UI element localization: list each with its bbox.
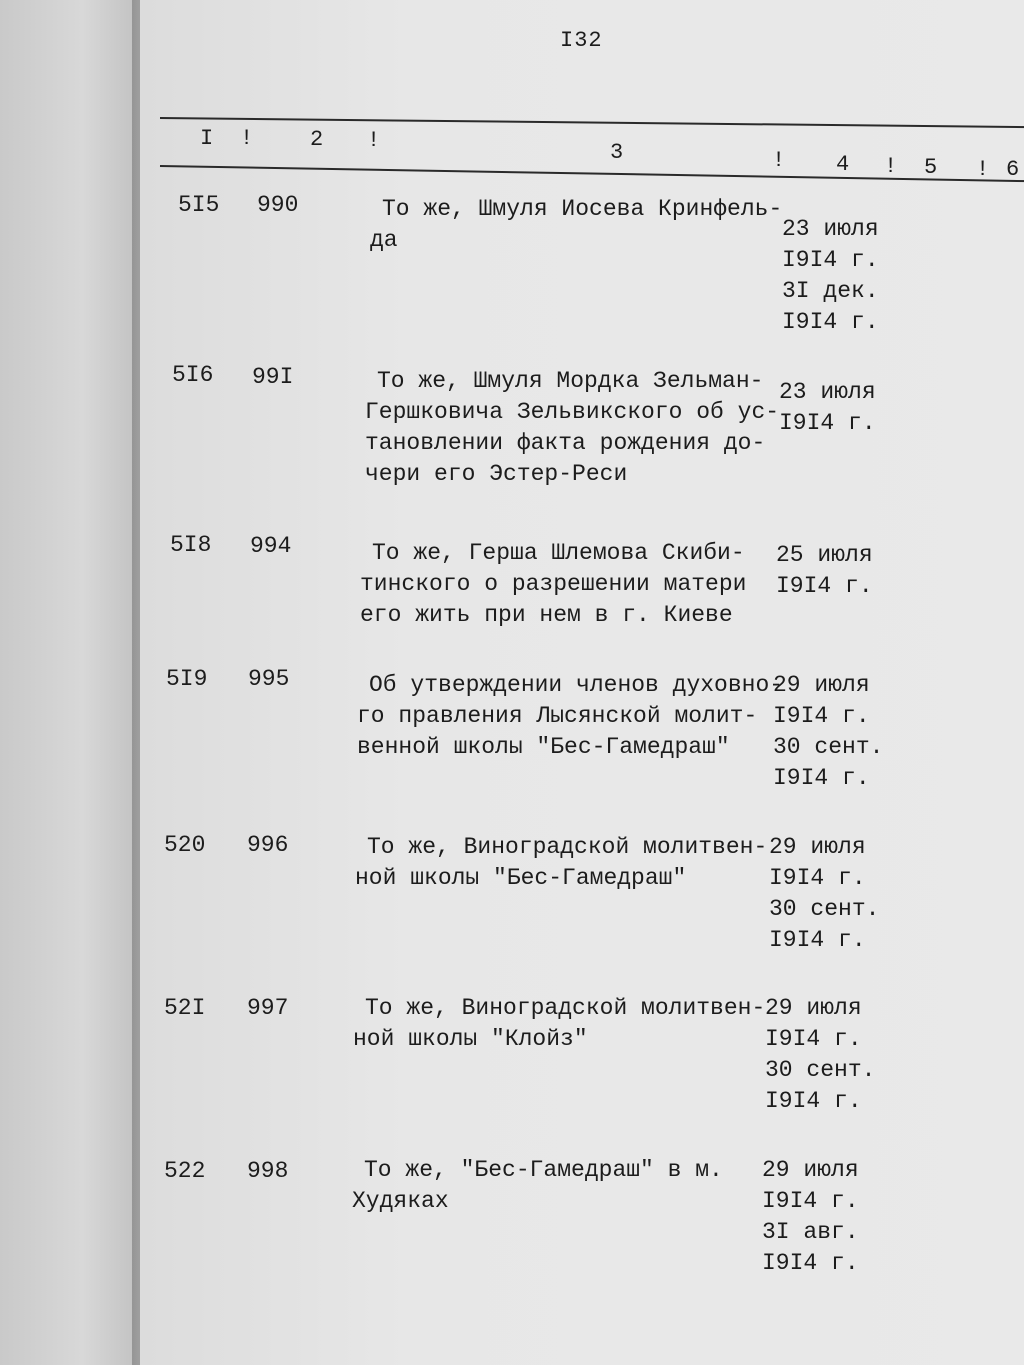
row-dates: [773, 670, 883, 794]
row-reference: 997: [247, 995, 289, 1021]
row-reference: 996: [247, 832, 289, 858]
description-line: То же, "Бес-Гамедраш" в м.: [364, 1157, 723, 1183]
row-reference: 998: [247, 1158, 289, 1184]
date-line: I9I4 г.: [782, 247, 879, 273]
date-line: I9I4 г.: [773, 703, 870, 729]
row-dates: [776, 540, 873, 602]
description-line: да: [370, 227, 398, 253]
description-line: То же, Виноградской молитвен-: [367, 834, 768, 860]
row-description: [355, 832, 767, 894]
date-line: 25 июля: [776, 542, 873, 568]
header-col-3: 3: [610, 140, 624, 165]
header-col-2: 2: [310, 127, 324, 152]
date-line: 23 июля: [779, 379, 876, 405]
row-description: [357, 670, 783, 763]
header-separator: !: [772, 148, 786, 173]
row-number: 5I8: [170, 532, 212, 558]
row-number: 5I9: [166, 666, 208, 692]
description-line: ной школы "Бес-Гамедраш": [355, 865, 687, 891]
row-reference: 990: [257, 192, 299, 218]
date-line: I9I4 г.: [765, 1026, 862, 1052]
description-line: тинского о разрешении матери: [360, 571, 747, 597]
header-separator: !: [240, 126, 254, 151]
date-line: I9I4 г.: [762, 1188, 859, 1214]
date-line: I9I4 г.: [762, 1250, 859, 1276]
date-line: I9I4 г.: [773, 765, 870, 791]
row-dates: [782, 214, 879, 338]
row-number: 5I6: [172, 362, 214, 388]
date-line: 3I дек.: [782, 278, 879, 304]
row-description: [353, 993, 765, 1055]
header-col-6: 6: [1006, 157, 1020, 182]
description-line: То же, Герша Шлемова Скиби-: [372, 540, 745, 566]
date-line: 29 июля: [762, 1157, 859, 1183]
date-line: I9I4 г.: [782, 309, 879, 335]
page-number: I32: [560, 28, 603, 53]
description-line: тановлении факта рождения до-: [365, 430, 766, 456]
row-description: [365, 366, 779, 490]
date-line: 30 сент.: [773, 734, 884, 760]
row-reference: 995: [248, 666, 290, 692]
description-line: чери его Эстер-Реси: [365, 461, 628, 487]
description-line: То же, Шмуля Мордка Зельман-: [377, 368, 764, 394]
description-line: го правления Лысянской молит-: [357, 703, 758, 729]
row-description: [352, 1155, 723, 1217]
description-line: Гершковича Зельвикского об ус-: [365, 399, 780, 425]
description-line: Об утверждении членов духовно-: [369, 672, 784, 698]
header-separator: !: [884, 154, 898, 179]
header-separator: !: [367, 128, 381, 153]
row-description: [370, 194, 782, 256]
date-line: 29 июля: [773, 672, 870, 698]
header-col-1: I: [200, 126, 214, 151]
date-line: I9I4 г.: [769, 865, 866, 891]
date-line: 30 сент.: [765, 1057, 876, 1083]
date-line: I9I4 г.: [765, 1088, 862, 1114]
row-number: 520: [164, 832, 206, 858]
row-number: 522: [164, 1158, 206, 1184]
date-line: 29 июля: [765, 995, 862, 1021]
description-line: ной школы "Клойз": [353, 1026, 588, 1052]
row-number: 52I: [164, 995, 206, 1021]
header-col-5: 5: [924, 155, 938, 180]
date-line: 29 июля: [769, 834, 866, 860]
row-reference: 99I: [252, 364, 294, 390]
header-col-4: 4: [836, 152, 850, 177]
date-line: I9I4 г.: [779, 410, 876, 436]
date-line: 23 июля: [782, 216, 879, 242]
date-line: I9I4 г.: [769, 927, 866, 953]
row-dates: [762, 1155, 859, 1279]
date-line: I9I4 г.: [776, 573, 873, 599]
header-separator: !: [976, 157, 990, 182]
description-line: Худяках: [352, 1188, 449, 1214]
row-description: [360, 538, 746, 631]
facing-page-edge: [0, 0, 150, 1365]
description-line: его жить при нем в г. Киеве: [360, 602, 733, 628]
row-reference: 994: [250, 533, 292, 559]
row-dates: [765, 993, 875, 1117]
row-dates: [769, 832, 879, 956]
description-line: венной школы "Бес-Гамедраш": [357, 734, 730, 760]
description-line: То же, Шмуля Иосева Кринфель-: [382, 196, 783, 222]
description-line: То же, Виноградской молитвен-: [365, 995, 766, 1021]
date-line: 3I авг.: [762, 1219, 859, 1245]
row-number: 5I5: [178, 192, 220, 218]
row-dates: [779, 377, 876, 439]
date-line: 30 сент.: [769, 896, 880, 922]
